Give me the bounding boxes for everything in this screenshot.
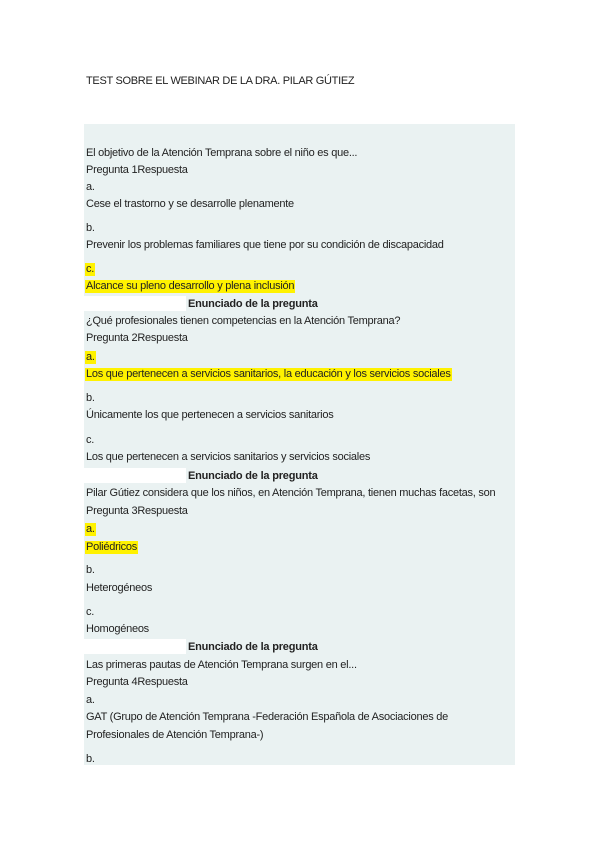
- question-4-number: Pregunta 4Respuesta: [86, 676, 188, 688]
- q3-option-c-text[interactable]: Homogéneos: [86, 623, 149, 635]
- q3-option-b-letter[interactable]: b.: [86, 564, 95, 576]
- question-4-header: Enunciado de la pregunta: [188, 641, 318, 653]
- q2-option-b-letter[interactable]: b.: [86, 392, 95, 404]
- q3-option-a-letter[interactable]: [86, 522, 96, 536]
- q4-option-b-letter[interactable]: b.: [86, 753, 95, 765]
- q1-option-c-letter[interactable]: [86, 262, 95, 276]
- q3-option-a-letter-highlight: a.: [86, 523, 95, 535]
- question-2-header: Enunciado de la pregunta: [188, 298, 318, 310]
- q2-option-a-text-highlight: Los que pertenecen a servicios sanitarios, la educación y los servicios sociales: [86, 368, 451, 380]
- q2-option-a-letter[interactable]: [86, 350, 96, 364]
- q1-option-a-letter[interactable]: a.: [86, 181, 95, 193]
- q1-option-b-text[interactable]: Prevenir los problemas familiares que tiene por su condición de discapacidad: [86, 239, 444, 251]
- question-2-number: Pregunta 2Respuesta: [86, 332, 188, 344]
- question-2-text: ¿Qué profesionales tienen competencias en la Atención Temprana?: [86, 315, 401, 327]
- question-3-text: Pilar Gútiez considera que los niños, en Atención Temprana, tienen muchas facetas, son: [86, 487, 496, 499]
- question-4-text: Las primeras pautas de Atención Temprana surgen en el...: [86, 659, 357, 671]
- q1-option-b-letter[interactable]: b.: [86, 222, 95, 234]
- question-1-text: El objetivo de la Atención Temprana sobre el niño es que...: [86, 147, 358, 159]
- q2-option-b-text[interactable]: Únicamente los que pertenecen a servicios sanitarios: [86, 409, 334, 421]
- header-gap: [84, 296, 186, 311]
- q3-option-c-letter[interactable]: c.: [86, 606, 95, 618]
- q1-option-c-letter-highlight: c.: [86, 263, 95, 275]
- q1-option-a-text[interactable]: Cese el trastorno y se desarrolle plenamente: [86, 198, 294, 210]
- q3-option-a-text-highlight: Poliédricos: [86, 541, 138, 553]
- header-gap: [84, 639, 186, 654]
- q1-option-c-text[interactable]: [86, 279, 295, 293]
- header-gap: [84, 468, 186, 483]
- question-1-number: Pregunta 1Respuesta: [86, 164, 188, 176]
- q2-option-a-text[interactable]: [86, 367, 452, 381]
- q2-option-c-letter[interactable]: c.: [86, 434, 95, 446]
- q4-option-a-text-line2[interactable]: Profesionales de Atención Temprana-): [86, 729, 264, 741]
- q4-option-a-text[interactable]: GAT (Grupo de Atención Temprana -Federación Española de Asociaciones de: [86, 711, 448, 723]
- q2-option-c-text[interactable]: Los que pertenecen a servicios sanitarios y servicios sociales: [86, 451, 371, 463]
- q1-option-c-text-highlight: Alcance su pleno desarrollo y plena inclusión: [86, 280, 295, 292]
- document-title: TEST SOBRE EL WEBINAR DE LA DRA. PILAR GÚTIEZ: [86, 75, 355, 87]
- question-3-header: Enunciado de la pregunta: [188, 470, 318, 482]
- q2-option-a-letter-highlight: a.: [86, 351, 95, 363]
- question-3-number: Pregunta 3Respuesta: [86, 505, 188, 517]
- q3-option-a-text[interactable]: [86, 540, 138, 554]
- q3-option-b-text[interactable]: Heterogéneos: [86, 582, 153, 594]
- q4-option-a-letter[interactable]: a.: [86, 694, 95, 706]
